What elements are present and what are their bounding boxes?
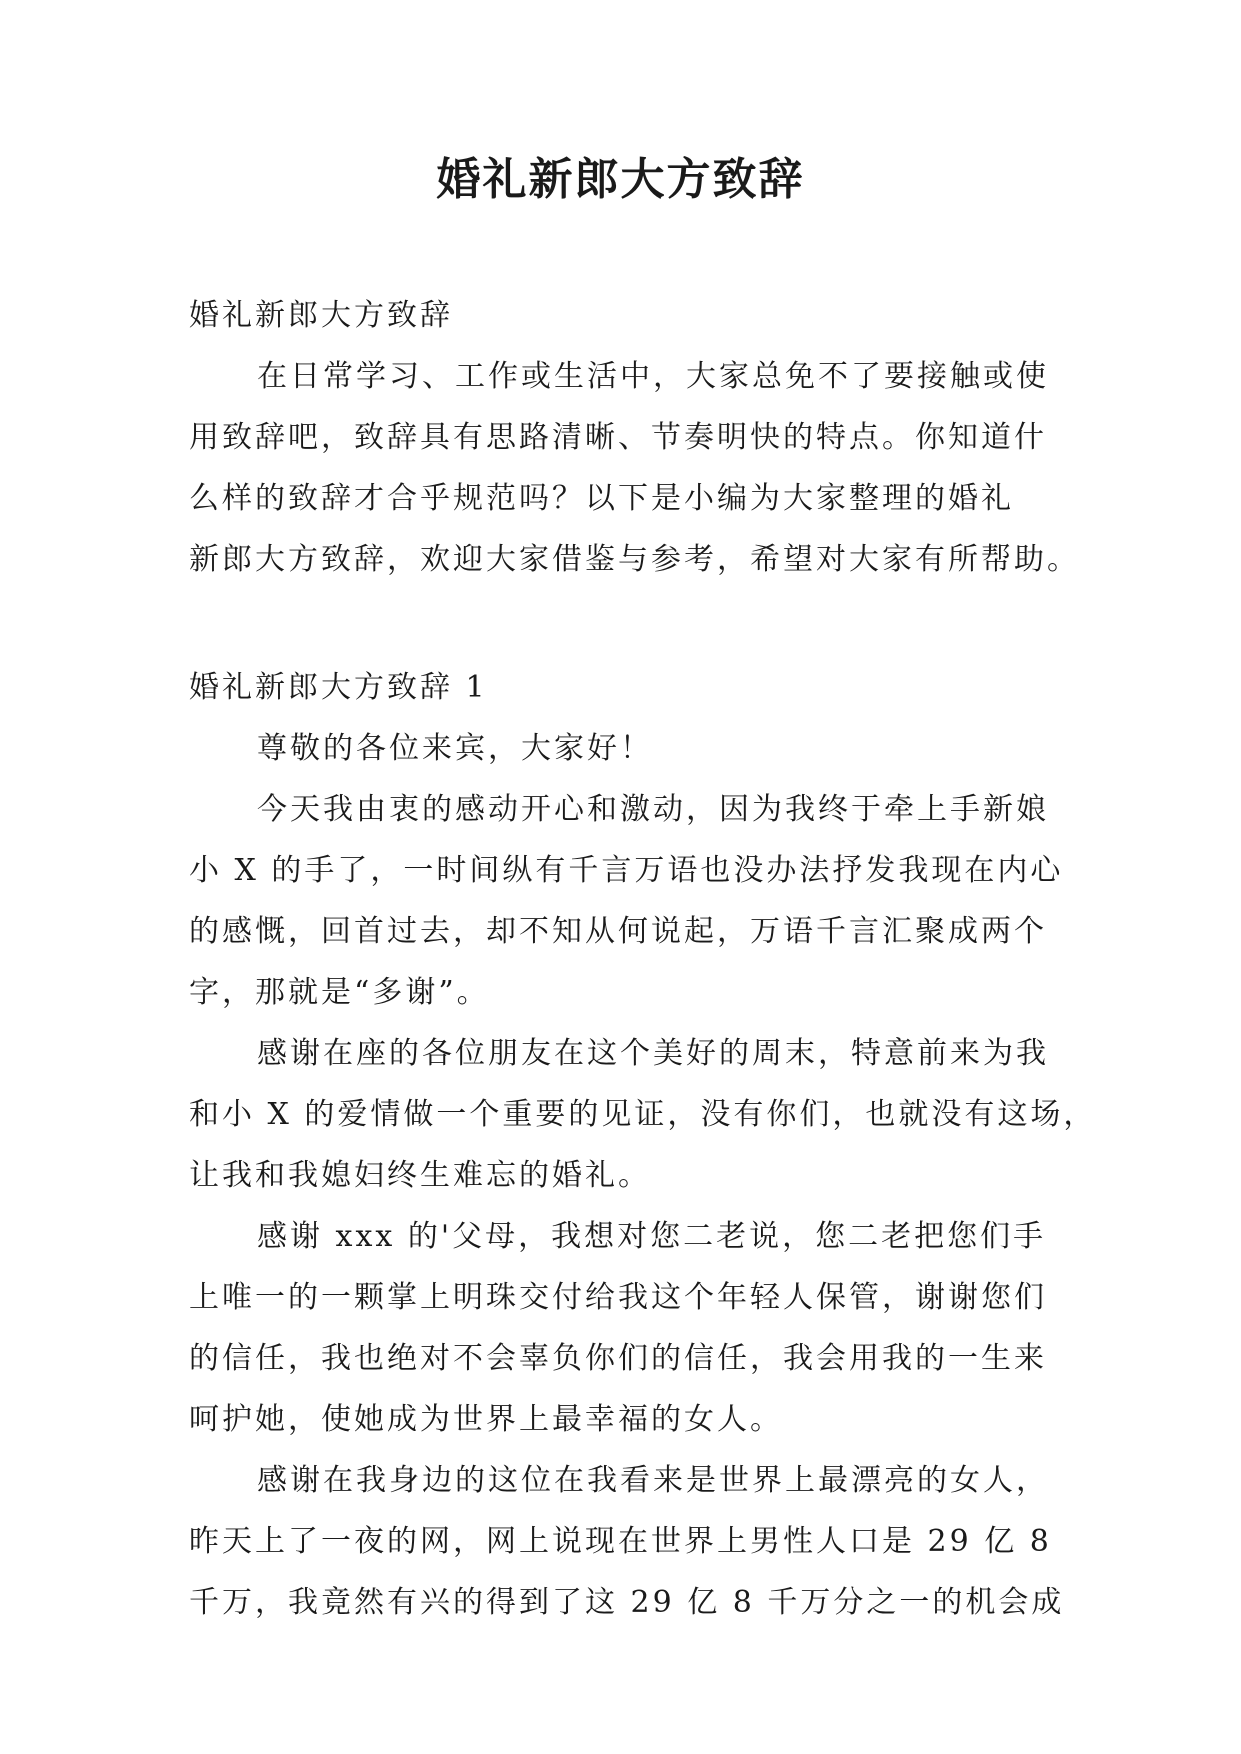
paragraph-line: 今天我由衷的感动开心和激动，因为我终于牵上手新娘 bbox=[257, 792, 1049, 827]
page-title: 婚礼新郎大方致辞 bbox=[436, 154, 805, 205]
paragraph-line: 在日常学习、工作或生活中，大家总免不了要接触或使 bbox=[257, 359, 1049, 394]
greeting-line: 尊敬的各位来宾，大家好！ bbox=[257, 731, 653, 766]
paragraph-line: 的感慨，回首过去，却不知从何说起，万语千言汇聚成两个 bbox=[189, 914, 1047, 949]
paragraph-line: 让我和我媳妇终生难忘的婚礼。 bbox=[189, 1158, 651, 1193]
document-subtitle: 婚礼新郎大方致辞 bbox=[189, 298, 453, 333]
intro-paragraph bbox=[189, 346, 1080, 590]
section-spacer bbox=[189, 590, 1059, 657]
paragraph-line: 上唯一的一颗掌上明珠交付给我这个年轻人保管，谢谢您们 bbox=[189, 1280, 1047, 1315]
paragraph-line: 小 X 的手了，一时间纵有千言万语也没办法抒发我现在内心 bbox=[189, 853, 1064, 888]
paragraph-line: 昨天上了一夜的网，网上说现在世界上男性人口是 29 亿 8 bbox=[189, 1524, 1052, 1559]
paragraph-line: 呵护她，使她成为世界上最幸福的女人。 bbox=[189, 1402, 783, 1437]
body-paragraph-3 bbox=[189, 1206, 1059, 1450]
paragraph-line: 新郎大方致辞，欢迎大家借鉴与参考，希望对大家有所帮助。 bbox=[189, 542, 1080, 577]
paragraph-line: 和小 X 的爱情做一个重要的见证，没有你们，也就没有这场， bbox=[189, 1097, 1097, 1132]
paragraph-line: 的信任，我也绝对不会辜负你们的信任，我会用我的一生来 bbox=[189, 1341, 1047, 1376]
body-paragraph-1 bbox=[189, 779, 1064, 1023]
document-body bbox=[189, 285, 1097, 1633]
paragraph-line: 感谢在座的各位朋友在这个美好的周末，特意前来为我 bbox=[257, 1036, 1049, 1071]
section-heading: 婚礼新郎大方致辞 1 bbox=[189, 670, 488, 705]
paragraph-line: 字，那就是“多谢”。 bbox=[189, 975, 490, 1010]
body-paragraph-2 bbox=[189, 1023, 1097, 1206]
paragraph-line: 感谢在我身边的这位在我看来是世界上最漂亮的女人， bbox=[257, 1463, 1049, 1498]
paragraph-line: 么样的致辞才合乎规范吗？以下是小编为大家整理的婚礼 bbox=[189, 481, 1014, 516]
body-paragraph-4 bbox=[189, 1450, 1065, 1633]
paragraph-line: 千万，我竟然有兴的得到了这 29 亿 8 千万分之一的机会成 bbox=[189, 1585, 1065, 1620]
paragraph-line: 用致辞吧，致辞具有思路清晰、节奏明快的特点。你知道什 bbox=[189, 420, 1047, 455]
paragraph-line: 感谢 xxx 的'父母，我想对您二老说，您二老把您们手 bbox=[257, 1219, 1047, 1254]
